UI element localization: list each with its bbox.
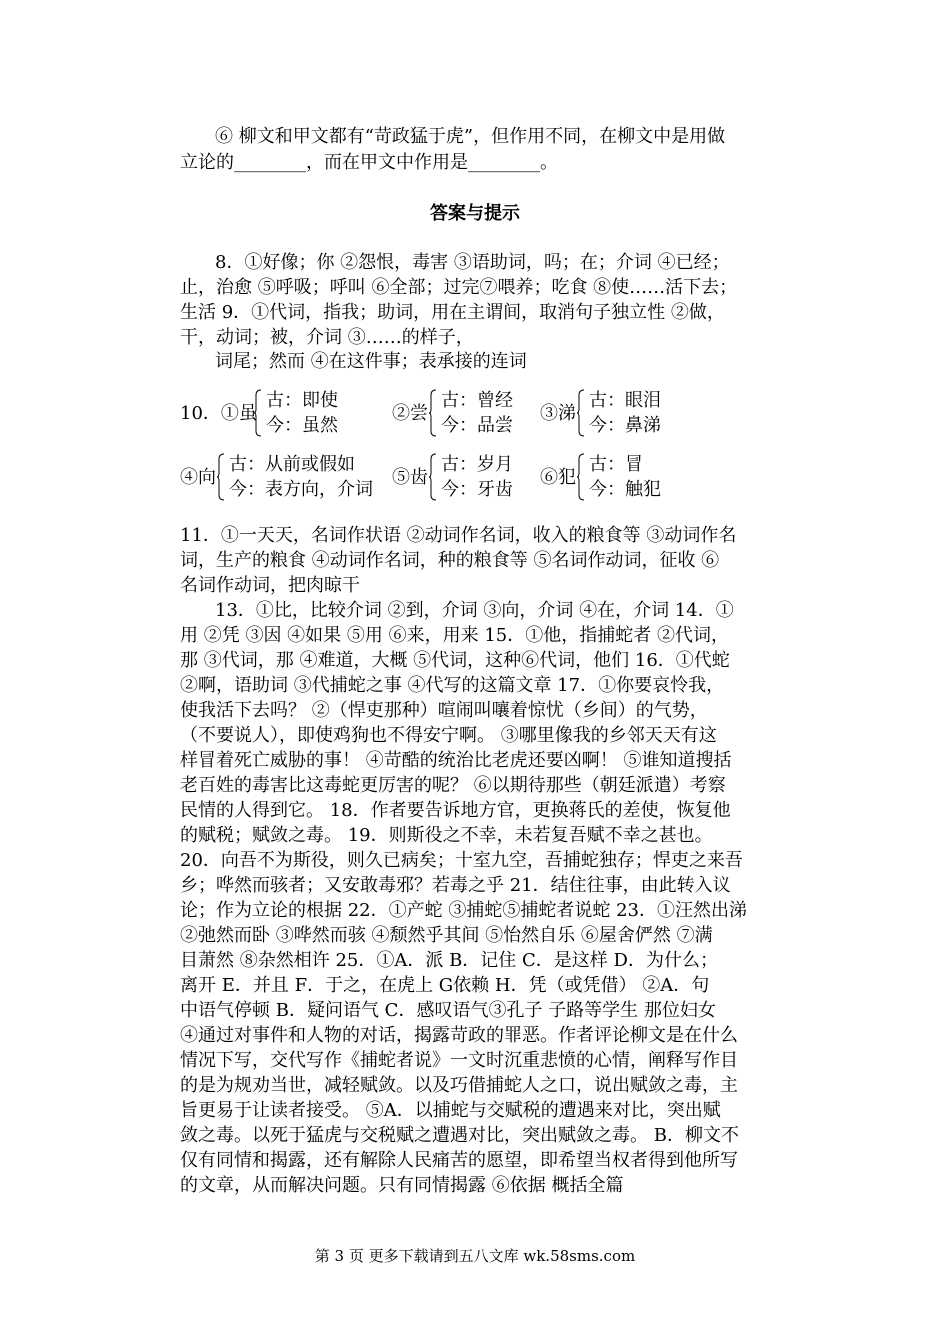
brace-icon [577,453,584,501]
q10-label: ②尝 [392,403,428,424]
q10-label: ③涕 [540,403,576,424]
brace-icon [577,389,584,437]
answer-line: 干，动词；被，介词 ③……的样子， [180,327,474,348]
answer-line: ②弛然而卧 ③哗然而骇 ④颓然乎其间 ⑤怡然自乐 ⑥屋舍俨然 ⑦满 [180,925,713,946]
answer-line: 老百姓的毒害比这毒蛇更厉害的呢？ ⑥以期待那些（朝廷派遣）考察 [180,775,726,796]
answer-line: 论；作为立论的根据 22．①产蛇 ③捕蛇⑤捕蛇者说蛇 23．①汪然出涕 [180,900,747,921]
q10-ancient-meaning: 古：岁月 [441,454,513,475]
answer-line: 止，治愈 ⑤呼吸；呼叫 ⑥全部；过完⑦喂养；吃食 ⑧使……活下去； [180,277,738,298]
answer-line: 情况下写，交代写作《捕蛇者说》一文时沉重悲愤的心情，阐释写作目 [180,1050,738,1071]
question-line: 立论的________，而在甲文中作用是________。 [180,152,558,173]
answer-line: 离开 E．并且 F．于之，在虎上 G依赖 H．凭（或凭借） ②A．句 [180,975,710,996]
answer-line: 使我活下去吗？ ②（悍吏那种）喧闹叫嚷着惊忧（乡间）的气势， [180,700,708,721]
answer-heading: 答案与提示 [430,203,520,224]
answer-line: 13．①比，比较介词 ②到，介词 ③向，介词 ④在，介词 14．① [215,600,734,621]
q10-modern-meaning: 今：触犯 [589,479,661,500]
answer-line: 词，生产的粮食 ④动词作名词，种的粮食等 ⑤名词作动词，征收 ⑥ [180,550,720,571]
answer-line: ②啊，语助词 ③代捕蛇之事 ④代写的这篇文章 17．①你要哀怜我， [180,675,725,696]
answer-line: 11．①一天天，名词作状语 ②动词作名词，收入的粮食等 ③动词作名 [180,525,737,546]
q10-modern-meaning: 今：品尝 [441,415,513,436]
answer-line: 乡；哗然而骇者；又安敢毒邪？若毒之乎 21．结住往事，由此转入议 [180,875,731,896]
answer-line: 仅有同情和揭露，还有解除人民痛苦的愿望，即希望当权者得到他所写 [180,1150,738,1171]
q10-label: ⑥犯 [540,467,576,488]
answer-line: 敛之毒。以死于猛虎与交税赋之遭遇对比，突出赋敛之毒。 B．柳文不 [180,1125,739,1146]
answer-line: 那 ③代词，那 ④难道，大概 ⑤代词，这种⑥代词，他们 16．①代蛇 [180,650,730,671]
answer-line: 用 ②凭 ③因 ④如果 ⑤用 ⑥来，用来 15．①他，指捕蛇者 ②代词， [180,625,729,646]
answer-line: 的赋税；赋敛之毒。 19．则斯役之不幸，未若复吾赋不幸之甚也。 [180,825,713,846]
answer-line: 名词作动词，把肉晾干 [180,575,360,596]
answer-line: 词尾；然而 ④在这件事；表承接的连词 [215,351,527,372]
answer-line: 中语气停顿 B．疑问语气 C．感叹语气③孔子 子路等学生 那位妇女 [180,1000,716,1021]
brace-icon [217,453,224,501]
brace-icon [254,389,261,437]
q10-modern-meaning: 今：表方向，介词 [229,479,373,500]
q10-ancient-meaning: 古：即使 [266,390,338,411]
answer-line: 8．①好像；你 ②怨恨，毒害 ③语助词，吗；在；介词 ④已经； [215,252,730,273]
question-line: ⑥ 柳文和甲文都有“苛政猛于虎”，但作用不同，在柳文中是用做 [215,126,726,147]
q10-modern-meaning: 今：鼻涕 [589,415,661,436]
answer-line: （不要说人），即使鸡狗也不得安宁啊。 ③哪里像我的乡邻天天有这 [180,725,717,746]
answer-line: 旨更易于让读者接受。 ⑤A．以捕蛇与交赋税的遭遇来对比，突出赋 [180,1100,721,1121]
q10-ancient-meaning: 古：眼泪 [589,390,661,411]
brace-icon [429,453,436,501]
answer-line: 20．向吾不为斯役，则久已病矣；十室九空，吾捕蛇独存；悍吏之来吾 [180,850,743,871]
answer-line: 生活 9．①代词，指我；助词，用在主谓间，取消句子独立性 ②做， [180,302,725,323]
q10-label: ⑤齿 [392,467,428,488]
answer-line: 样冒着死亡威胁的事！ ④苛酷的统治比老虎还要凶啊！ ⑤谁知道搜括 [180,750,732,771]
answer-line: 民情的人得到它。 18．作者要告诉地方官，更换蒋氏的差使，恢复他 [180,800,731,821]
q10-label: 10．①虽 [180,403,257,424]
page-footer: 第 3 页 更多下载请到五八文库 wk.58sms.com [314,1247,636,1265]
answer-line: ④通过对事件和人物的对话，揭露苛政的罪恶。作者评论柳文是在什么 [180,1025,738,1046]
answer-line: 的是为规劝当世，减轻赋敛。以及巧借捕蛇人之口，说出赋敛之毒，主 [180,1075,738,1096]
q10-modern-meaning: 今：虽然 [266,415,338,436]
q10-ancient-meaning: 古：冒 [589,454,643,475]
answer-line: 的文章，从而解决问题。只有同情揭露 ⑥依据 概括全篇 [180,1175,624,1196]
q10-label: ④向 [180,467,216,488]
answer-line: 目萧然 ⑧杂然相许 25．①A．派 B．记住 C．是这样 D．为什么； [180,950,718,971]
q10-ancient-meaning: 古：从前或假如 [229,454,355,475]
brace-icon [429,389,436,437]
q10-modern-meaning: 今：牙齿 [441,479,513,500]
q10-ancient-meaning: 古：曾经 [441,390,513,411]
